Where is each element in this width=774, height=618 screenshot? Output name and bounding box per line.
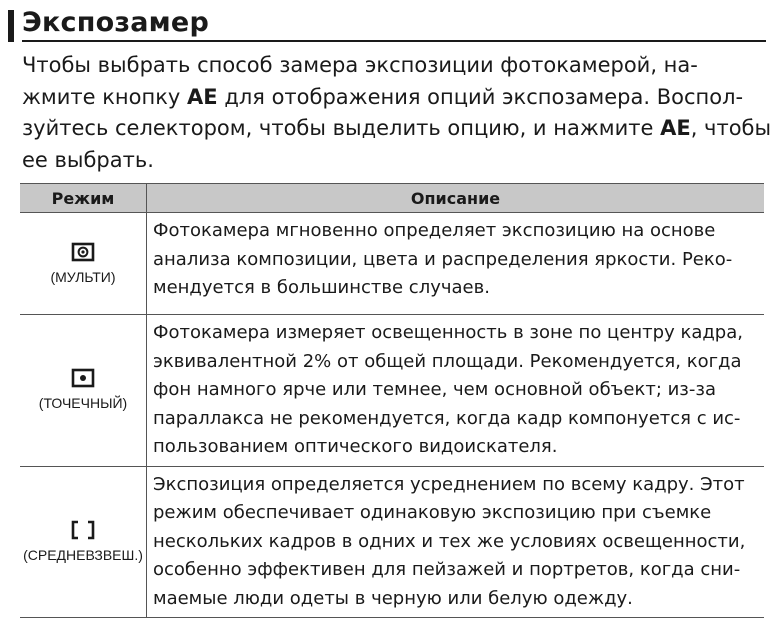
mode-cell bbox=[20, 466, 147, 618]
description-line: параллакса не рекомендуется, когда кадр компонуется с ис- bbox=[153, 407, 741, 429]
average-metering-icon bbox=[71, 520, 95, 540]
description-line: маемые люди одеты в черную или белую одежду. bbox=[153, 587, 633, 609]
mode-name: (ТОЧЕЧНЫЙ) bbox=[38, 395, 128, 412]
table-row bbox=[20, 315, 764, 467]
intro-line: жмите кнопку AE для отображения опций экспозамера. Воспол- bbox=[22, 84, 744, 109]
page-title: Экспозамер bbox=[22, 7, 209, 38]
intro-paragraph bbox=[22, 50, 772, 176]
description-line: Фотокамера измеряет освещенность в зоне по центру кадра, bbox=[153, 322, 743, 343]
description-line: фон намного ярче или темнее, чем основной объект; из-за bbox=[153, 379, 716, 400]
description-line: Экспозиция определяется усреднением по всему кадру. Этот bbox=[153, 473, 745, 495]
intro-line: Чтобы выбрать способ замера экспозиции фотокамерой, на- bbox=[22, 53, 698, 77]
intro-line: ее выбрать. bbox=[22, 147, 154, 172]
description-cell bbox=[147, 466, 765, 618]
description-line: Фотокамера мгновенно определяет экспозицию на основе bbox=[153, 220, 716, 241]
description-line: пользованием оптического видоискателя. bbox=[153, 436, 558, 457]
table-row bbox=[20, 466, 764, 618]
description-cell bbox=[147, 213, 765, 315]
mode-cell bbox=[20, 213, 147, 315]
column-header-description: Описание bbox=[147, 184, 765, 213]
description-line: эквивалентной 2% от общей площади. Рекомендуется, когда bbox=[153, 350, 742, 372]
mode-cell bbox=[20, 315, 147, 467]
header-accent-bar bbox=[8, 10, 14, 42]
header-underline bbox=[22, 40, 766, 42]
description-line: мендуется в большинстве случаев. bbox=[153, 277, 490, 298]
description-line: режим обеспечивает одинаковую экспозицию при съемке bbox=[153, 502, 712, 523]
table-row bbox=[20, 213, 764, 315]
metering-modes-table bbox=[20, 183, 764, 618]
intro-line: зуйтесь селектором, чтобы выделить опцию, и нажмите AE, чтобы bbox=[22, 116, 772, 140]
description-line: нескольких кадров в одних и тех же условиях освещенности, bbox=[153, 530, 746, 552]
description-line: анализа композиции, цвета и распределения яркости. Реко- bbox=[153, 248, 733, 270]
multi-metering-icon bbox=[71, 242, 95, 262]
description-line: особенно эффективен для пейзажей и портретов, когда сни- bbox=[153, 559, 741, 580]
ae-button-label: AE bbox=[660, 116, 691, 140]
table-header-row bbox=[20, 184, 764, 213]
spot-metering-icon bbox=[71, 368, 95, 388]
mode-name: (СРЕДНЕВЗВЕШ.) bbox=[23, 546, 143, 563]
section-header bbox=[8, 6, 766, 42]
ae-button-label: AE bbox=[187, 84, 218, 109]
mode-name: (МУЛЬТИ) bbox=[50, 268, 116, 285]
description-cell bbox=[147, 315, 765, 467]
column-header-mode: Режим bbox=[20, 184, 147, 213]
